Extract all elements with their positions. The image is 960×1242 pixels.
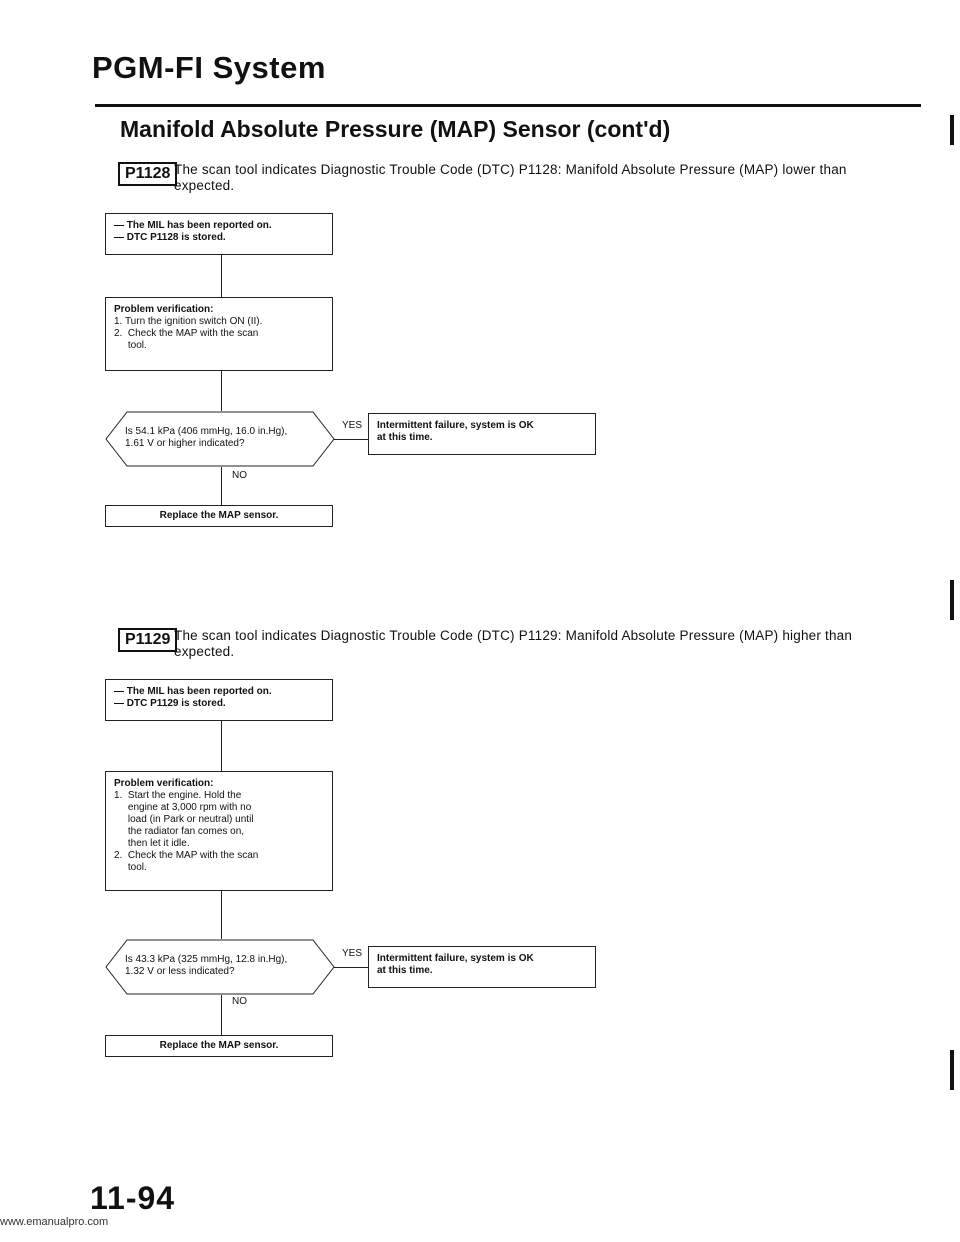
title-rule bbox=[95, 104, 921, 107]
yes-label: YES bbox=[342, 948, 363, 959]
yes-connector bbox=[334, 439, 368, 440]
dtc-description-line: The scan tool indicates Diagnostic Trouble Code (DTC) P1128: Manifold Absolute Pressure (MAP) lower than bbox=[174, 162, 847, 177]
decision-question bbox=[125, 954, 325, 978]
dtc-description-line: The scan tool indicates Diagnostic Trouble Code (DTC) P1129: Manifold Absolute Pressure (MAP) higher than bbox=[174, 628, 853, 643]
verification-step: tool. bbox=[114, 862, 147, 873]
decision-question bbox=[125, 426, 325, 450]
decision-line: 1.61 V or higher indicated? bbox=[125, 438, 245, 449]
result-line: Intermittent failure, system is OK bbox=[377, 420, 534, 431]
verification-step: 1. Start the engine. Hold the bbox=[114, 790, 242, 801]
verification-step: engine at 3,000 rpm with no bbox=[114, 802, 252, 813]
verification-step: 1. Turn the ignition switch ON (II). bbox=[114, 316, 263, 327]
flow-connector bbox=[221, 891, 222, 939]
dtc-stored-line: — DTC P1129 is stored. bbox=[114, 698, 226, 709]
binding-mark bbox=[950, 115, 954, 145]
intermittent-failure-box bbox=[368, 946, 596, 988]
decision-line: Is 43.3 kPa (325 mmHg, 12.8 in.Hg), bbox=[125, 954, 288, 965]
verification-step: 2. Check the MAP with the scan bbox=[114, 850, 259, 861]
dtc-stored-line: — DTC P1128 is stored. bbox=[114, 232, 226, 243]
dtc-code-badge: P1128 bbox=[118, 162, 177, 186]
mil-status-box bbox=[105, 679, 333, 721]
page-number: 11-94 bbox=[90, 1180, 176, 1216]
verification-step: then let it idle. bbox=[114, 838, 190, 849]
verification-step: load (in Park or neutral) until bbox=[114, 814, 254, 825]
decision-line: 1.32 V or less indicated? bbox=[125, 966, 235, 977]
flow-connector bbox=[221, 255, 222, 297]
website-watermark[interactable]: www.emanualpro.com bbox=[0, 1216, 109, 1228]
decision-line: Is 54.1 kPa (406 mmHg, 16.0 in.Hg), bbox=[125, 426, 288, 437]
dtc-code-badge: P1129 bbox=[118, 628, 177, 652]
replace-map-sensor-box bbox=[105, 505, 333, 527]
problem-verification-box bbox=[105, 297, 333, 371]
mil-status-line: — The MIL has been reported on. bbox=[114, 220, 272, 231]
dtc-description-line: expected. bbox=[174, 644, 235, 659]
flow-connector bbox=[221, 995, 222, 1035]
flow-connector bbox=[221, 371, 222, 411]
flow-connector bbox=[221, 467, 222, 505]
result-line: at this time. bbox=[377, 432, 433, 443]
result-line: Replace the MAP sensor. bbox=[159, 510, 279, 521]
dtc-description bbox=[174, 628, 894, 660]
yes-connector bbox=[334, 967, 368, 968]
mil-status-line: — The MIL has been reported on. bbox=[114, 686, 272, 697]
flow-connector bbox=[221, 721, 222, 771]
mil-status-box bbox=[105, 213, 333, 255]
intermittent-failure-box bbox=[368, 413, 596, 455]
verification-step: 2. Check the MAP with the scan bbox=[114, 328, 259, 339]
section-title: Manifold Absolute Pressure (MAP) Sensor (cont'd) bbox=[120, 116, 671, 142]
problem-verification-box bbox=[105, 771, 333, 891]
dtc-description-line: expected. bbox=[174, 178, 235, 193]
result-line: Replace the MAP sensor. bbox=[159, 1040, 279, 1051]
yes-label: YES bbox=[342, 420, 363, 431]
replace-map-sensor-box bbox=[105, 1035, 333, 1057]
result-line: Intermittent failure, system is OK bbox=[377, 953, 534, 964]
no-label: NO bbox=[232, 470, 247, 481]
verification-heading: Problem verification: bbox=[114, 304, 214, 315]
no-label: NO bbox=[232, 996, 247, 1007]
result-line: at this time. bbox=[377, 965, 433, 976]
binding-mark bbox=[950, 580, 954, 620]
dtc-description bbox=[174, 162, 894, 194]
page-title: PGM-FI System bbox=[92, 50, 326, 85]
verification-step: the radiator fan comes on, bbox=[114, 826, 245, 837]
verification-heading: Problem verification: bbox=[114, 778, 214, 789]
binding-mark bbox=[950, 1050, 954, 1090]
verification-step: tool. bbox=[114, 340, 147, 351]
